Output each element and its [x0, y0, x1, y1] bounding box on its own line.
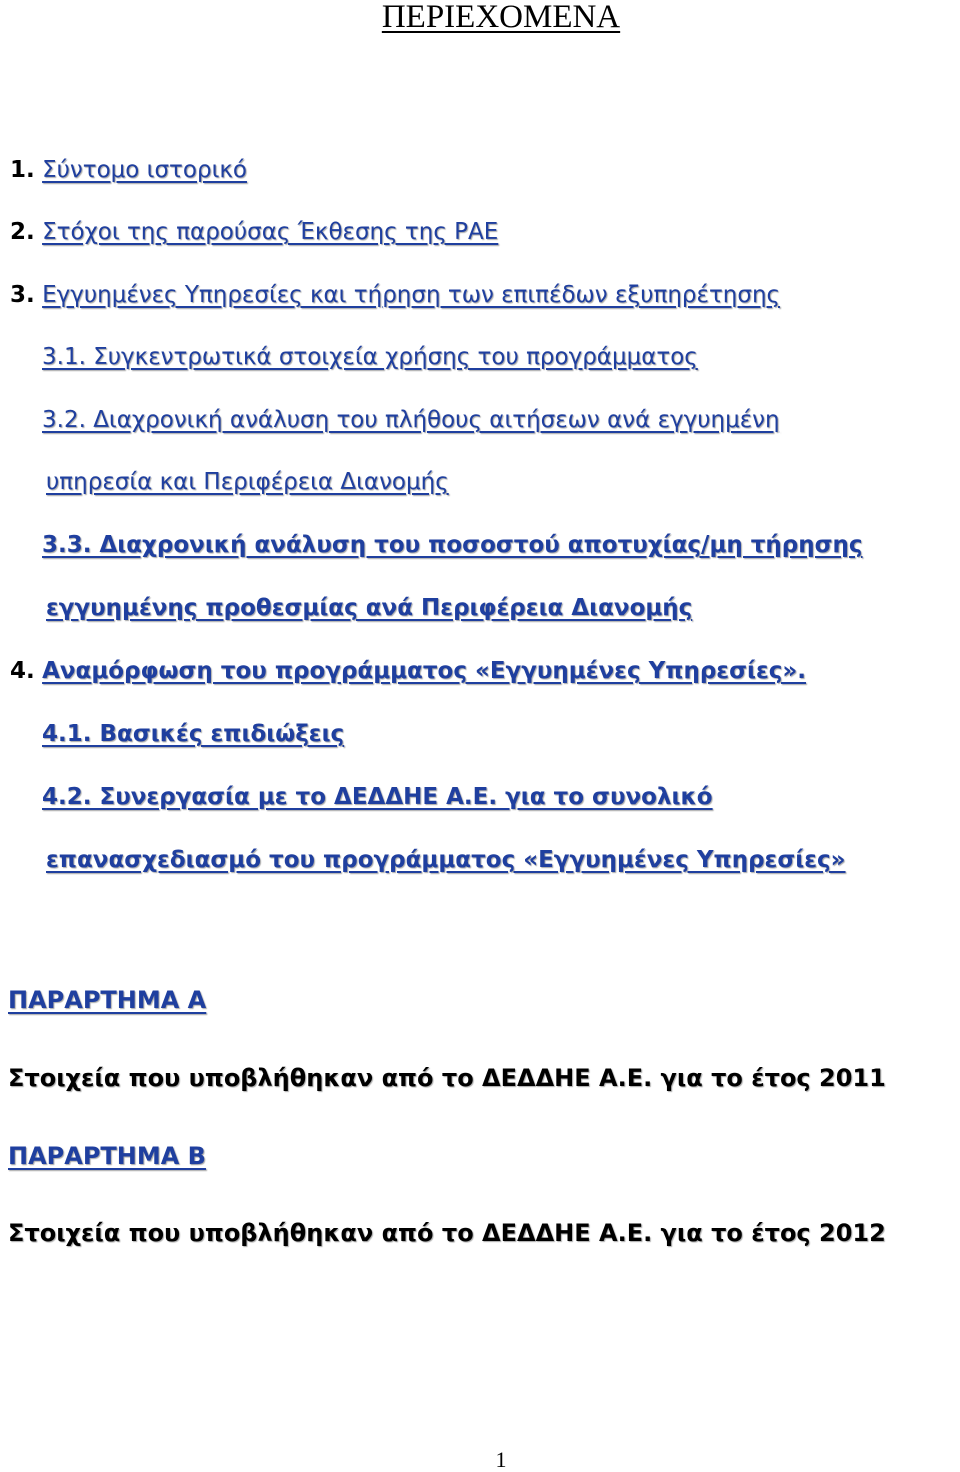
toc-item-3-3-cont: [46, 594, 692, 622]
toc-item-4-2-cont: [46, 846, 846, 874]
appendix-b-description: Στοιχεία που υποβλήθηκαν από το ΔΕΔΔΗΕ Α.Ε. για το έτος 2012: [8, 1219, 886, 1247]
toc-link-3-3[interactable]: 3.3. Διαχρονική ανάλυση του ποσοστού αποτυχίας/μη τήρησης: [42, 532, 863, 558]
toc-item-4-1: [42, 720, 344, 748]
toc-item-number: 1.: [10, 157, 35, 183]
toc-link-1[interactable]: Σύντομο ιστορικό: [42, 157, 247, 183]
toc-link-3-2[interactable]: 3.2. Διαχρονική ανάλυση του πλήθους αιτήσεων ανά εγγυημένη: [42, 407, 780, 433]
toc-link-4-2[interactable]: 4.2. Συνεργασία με το ΔΕΔΔΗΕ Α.Ε. για το συνολικό: [42, 784, 713, 810]
toc-item-number: 2.: [10, 219, 35, 245]
toc-item-4-2: [42, 783, 713, 811]
toc-link-3-1[interactable]: 3.1. Συγκεντρωτικά στοιχεία χρήσης του προγράμματος: [42, 344, 698, 370]
appendix-a-heading[interactable]: ΠΑΡΑΡΤΗΜΑ Α: [8, 986, 207, 1014]
toc-item-4: [10, 657, 806, 685]
page-title: ΠΕΡΙΕΧΟΜΕΝΑ: [381, 0, 621, 35]
appendix-a-description: Στοιχεία που υποβλήθηκαν από το ΔΕΔΔΗΕ Α.Ε. για το έτος 2011: [8, 1064, 886, 1092]
toc-item-number: 3.: [10, 282, 35, 308]
toc-link-3[interactable]: Εγγυημένες Υπηρεσίες και τήρηση των επιπέδων εξυπηρέτησης: [42, 282, 781, 308]
toc-item-1: [10, 156, 247, 184]
toc-link-2[interactable]: Στόχοι της παρούσας Έκθεσης της ΡΑΕ: [42, 219, 499, 245]
toc-item-3: [10, 281, 780, 309]
toc-link-3-3-cont[interactable]: εγγυημένης προθεσμίας ανά Περιφέρεια Διανομής: [46, 595, 693, 621]
toc-item-3-2: [42, 406, 780, 434]
toc-item-3-1: [42, 343, 698, 371]
toc-link-4[interactable]: Αναμόρφωση του προγράμματος «Εγγυημένες Υπηρεσίες».: [42, 658, 807, 684]
toc-item-number: 4.: [10, 658, 35, 684]
toc-link-4-1[interactable]: 4.1. Βασικές επιδιώξεις: [42, 721, 345, 747]
toc-item-2: [10, 218, 498, 246]
page-number: 1: [495, 1447, 507, 1472]
toc-item-3-2-cont: [46, 468, 449, 496]
toc-item-3-3: [42, 531, 863, 559]
appendix-b-heading[interactable]: ΠΑΡΑΡΤΗΜΑ Β: [8, 1142, 206, 1170]
toc-link-3-2-cont[interactable]: υπηρεσία και Περιφέρεια Διανομής: [46, 469, 449, 495]
toc-link-4-2-cont[interactable]: επανασχεδιασμό του προγράμματος «Εγγυημένες Υπηρεσίες»: [46, 847, 846, 873]
